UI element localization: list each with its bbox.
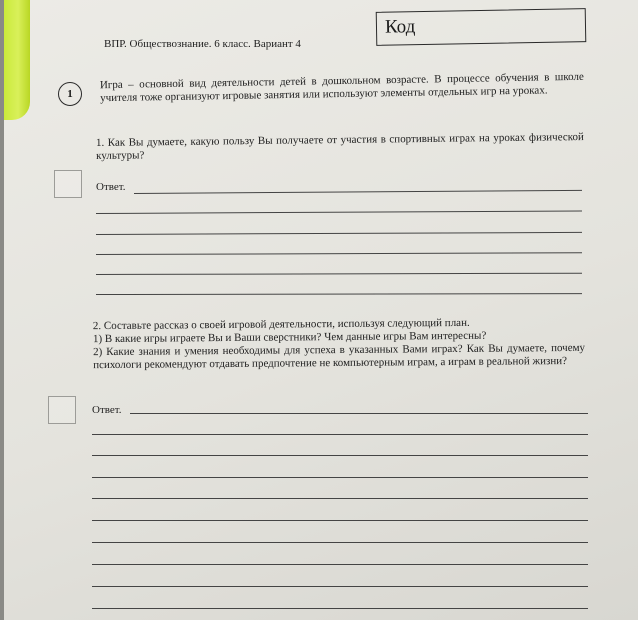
- answer-2-line[interactable]: [92, 608, 588, 609]
- answer-2-line[interactable]: [92, 520, 588, 521]
- answer-2-line[interactable]: [92, 586, 588, 587]
- answer-1-line[interactable]: [96, 293, 582, 295]
- worksheet-page: [4, 0, 638, 620]
- answer-1-label: Ответ.: [96, 181, 126, 193]
- highlighter-marker: [4, 0, 30, 120]
- task-intro-text: Игра – основной вид деятельности детей в дошкольном возрасте. В процессе обучения в школе учителя тоже организуют игровые занятия или используют элементы отдельных игр на уроках.: [99, 70, 584, 105]
- score-box-2[interactable]: [48, 396, 76, 424]
- question-2-title: 2. Составьте рассказ о своей игровой деятельности, используя следующий план.: [92, 316, 470, 333]
- answer-1-line[interactable]: [96, 210, 582, 214]
- code-box[interactable]: [376, 8, 587, 46]
- answer-2-label: Ответ.: [92, 404, 122, 416]
- task-number-badge: 1: [58, 82, 82, 106]
- answer-2-line[interactable]: [92, 498, 588, 499]
- question-2-plan-item-2: 2) Какие знания и умения необходимы для успеха в указанных Вами играх? Как Вы думаете, почему психологи рекомендуют отдавать предпочтение не компьютерным играм, а играм в реальной жизни?: [93, 341, 586, 372]
- score-box-1[interactable]: [54, 170, 82, 198]
- answer-2-line[interactable]: [92, 477, 588, 478]
- answer-1-line[interactable]: [96, 273, 582, 275]
- answer-2-line[interactable]: [130, 413, 588, 414]
- question-1-text: 1. Как Вы думаете, какую пользу Вы получаете от участия в спортивных играх на уроках физической культуры?: [95, 131, 584, 162]
- answer-2-line[interactable]: [92, 564, 588, 565]
- page-header-title: ВПР. Обществознание. 6 класс. Вариант 4: [104, 38, 301, 50]
- answer-1-line[interactable]: [96, 232, 582, 235]
- question-2-plan-item-1: 1) В какие игры играете Вы и Ваши сверстники? Чем данные игры Вам интересны?: [92, 329, 487, 346]
- answer-2-line[interactable]: [92, 434, 588, 435]
- code-label: Код: [384, 16, 416, 38]
- answer-2-line[interactable]: [92, 542, 588, 543]
- answer-1-line[interactable]: [96, 252, 582, 255]
- answer-2-line[interactable]: [92, 455, 588, 456]
- answer-1-line[interactable]: [134, 190, 582, 194]
- question-2-block: [93, 316, 585, 372]
